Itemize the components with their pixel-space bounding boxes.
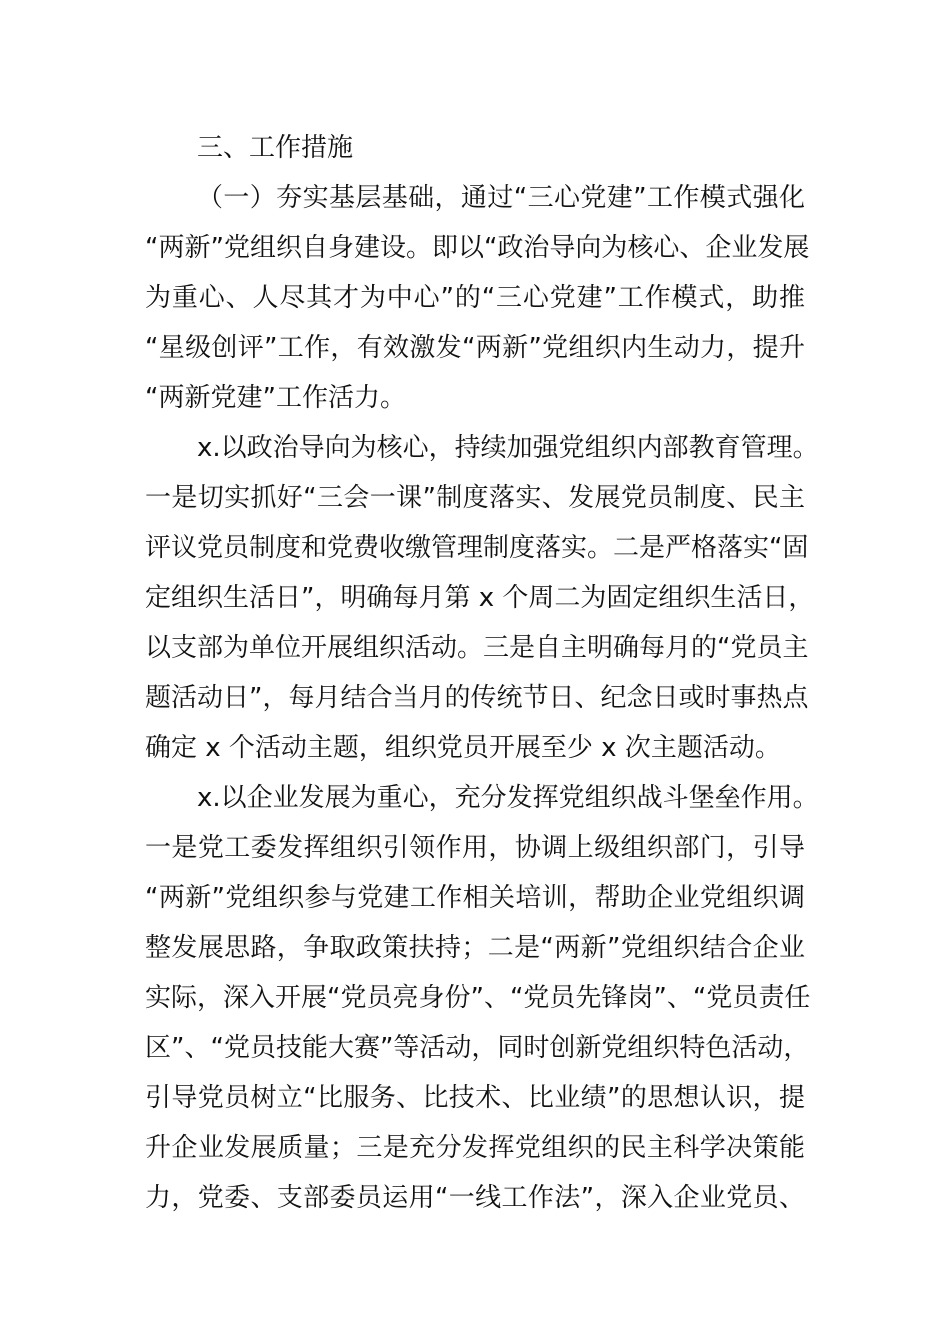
paragraph-line: 为重心、人尽其才为中心”的“三心党建”工作模式，助推: [145, 283, 805, 313]
paragraph-line: 定组织生活日”，明确每月第 x 个周二为固定组织生活日，: [145, 583, 815, 613]
paragraph-line: x.以政治导向为核心，持续加强党组织内部教育管理。: [197, 433, 819, 463]
paragraph-line: 评议党员制度和党费收缴管理制度落实。二是严格落实“固: [145, 533, 809, 563]
paragraph-line: 区”、“党员技能大赛”等活动，同时创新党组织特色活动，: [145, 1033, 810, 1063]
paragraph-line: 一是切实抓好“三会一课”制度落实、发展党员制度、民主: [145, 483, 805, 513]
paragraph-line: 确定 x 个活动主题，组织党员开展至少 x 次主题活动。: [145, 733, 781, 763]
paragraph-line: “两新”党组织参与党建工作相关培训，帮助企业党组织调: [145, 883, 805, 913]
paragraph-line: “两新”党组织自身建设。即以“政治导向为核心、企业发展: [145, 233, 810, 263]
paragraph-line: “两新党建”工作活力。: [145, 383, 406, 413]
paragraph-line: x.以企业发展为重心，充分发挥党组织战斗堡垒作用。: [197, 783, 819, 813]
paragraph-line: “星级创评”工作，有效激发“两新”党组织内生动力，提升: [145, 333, 805, 363]
paragraph-line: 力，党委、支部委员运用“一线工作法”，深入企业党员、: [145, 1183, 805, 1213]
section-heading: 三、工作措施: [197, 133, 354, 163]
paragraph-line: 实际，深入开展“党员亮身份”、“党员先锋岗”、“党员责任: [145, 983, 811, 1013]
paragraph-line: 升企业发展质量；三是充分发挥党组织的民主科学决策能: [145, 1133, 805, 1163]
paragraph-line: （一）夯实基层基础，通过“三心党建”工作模式强化: [197, 183, 805, 213]
paragraph-line: 题活动日”，每月结合当月的传统节日、纪念日或时事热点: [145, 683, 809, 713]
paragraph-line: 一是党工委发挥组织引领作用，协调上级组织部门，引导: [145, 833, 805, 863]
paragraph-line: 引导党员树立“比服务、比技术、比业绩”的思想认识，提: [145, 1083, 805, 1113]
paragraph-line: 整发展思路，争取政策扶持；二是“两新”党组织结合企业: [145, 933, 805, 963]
paragraph-line: 以支部为单位开展组织活动。三是自主明确每月的“党员主: [145, 633, 809, 663]
